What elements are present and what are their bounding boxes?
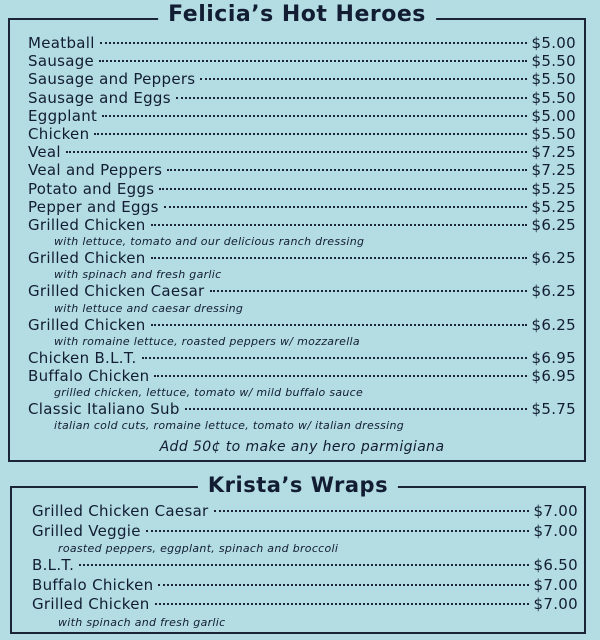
heroes-title: Felicia’s Hot Heroes — [158, 0, 436, 30]
menu-item-description: italian cold cuts, romaine lettuce, tomato w/ italian dressing — [54, 419, 405, 433]
menu-item-name: Buffalo Chicken — [32, 575, 154, 594]
menu-item — [28, 400, 576, 418]
dot-leader — [154, 375, 526, 377]
menu-item-price: $7.00 — [533, 595, 578, 613]
menu-item-price: $6.95 — [531, 348, 576, 367]
menu-item-description: grilled chicken, lettuce, tomato w/ mild buffalo sauce — [54, 386, 364, 400]
menu-item — [28, 52, 576, 70]
menu-item-name: Grilled Chicken — [28, 249, 146, 268]
dot-leader — [142, 357, 527, 359]
dot-leader — [214, 510, 529, 512]
menu-item — [28, 349, 576, 367]
menu-item-name: Chicken B.L.T. — [28, 348, 137, 367]
menu-item-name: B.L.T. — [32, 556, 75, 574]
menu-item-price: $7.25 — [531, 161, 576, 180]
menu-item-name: Grilled Veggie — [32, 521, 141, 540]
dot-leader — [66, 151, 527, 153]
menu-item-name: Sausage — [28, 52, 95, 71]
menu-item-price: $7.00 — [533, 502, 578, 520]
menu-item-name: Veal — [28, 143, 61, 162]
menu-item-price: $7.25 — [531, 143, 576, 162]
menu-item-price: $6.25 — [531, 282, 576, 301]
menu-item — [28, 216, 576, 234]
menu-item — [32, 576, 578, 596]
menu-item-description: with lettuce, tomato and our delicious ranch dressing — [54, 235, 365, 249]
menu-item — [28, 198, 576, 216]
menu-item-name: Buffalo Chicken — [28, 367, 150, 386]
dot-leader — [210, 290, 527, 292]
menu-item — [32, 522, 578, 542]
menu-item-price: $5.25 — [531, 197, 576, 216]
menu-item-name: Grilled Chicken — [28, 216, 146, 235]
menu-item — [28, 34, 576, 52]
menu-item-name: Grilled Chicken Caesar — [28, 282, 205, 301]
wraps-title: Krista’s Wraps — [198, 470, 398, 500]
menu-item-description: with lettuce and caesar dressing — [54, 301, 244, 315]
menu-item-name: Grilled Chicken Caesar — [32, 502, 209, 520]
menu-item — [28, 89, 576, 107]
menu-item-description: with spinach and fresh garlic — [58, 615, 226, 629]
menu-item-price: $6.25 — [531, 249, 576, 268]
menu-item-name: Grilled Chicken — [28, 315, 146, 334]
menu-item-name: Pepper and Eggs — [28, 197, 159, 216]
menu-item-name: Veal and Peppers — [28, 161, 163, 180]
dot-leader — [200, 78, 526, 80]
dot-leader — [158, 584, 528, 586]
menu-item-price: $5.50 — [531, 70, 576, 89]
menu-item-description: with spinach and fresh garlic — [54, 268, 222, 282]
menu-item — [28, 316, 576, 334]
menu-item-name: Meatball — [28, 34, 95, 52]
menu-item — [28, 180, 576, 198]
menu-item — [28, 282, 576, 300]
menu-item-name: Classic Italiano Sub — [28, 400, 180, 419]
dot-leader — [99, 60, 526, 62]
menu-item-name: Sausage and Eggs — [28, 88, 171, 107]
menu-item — [28, 161, 576, 179]
menu-item — [28, 125, 576, 143]
menu-item-price: $5.00 — [531, 34, 576, 52]
menu-item-price: $7.00 — [533, 575, 578, 594]
menu-item-price: $5.75 — [531, 400, 576, 419]
dot-leader — [151, 257, 527, 259]
heroes-section — [8, 2, 586, 462]
menu-item-name: Eggplant — [28, 106, 98, 125]
parmigiana-note: Add 50¢ to make any hero parmigiana — [159, 439, 445, 456]
dot-leader — [94, 133, 526, 135]
dot-leader — [151, 324, 527, 326]
menu-item-price: $5.50 — [531, 52, 576, 71]
menu-item — [32, 502, 578, 522]
dot-leader — [167, 169, 526, 171]
menu-item-price: $7.00 — [533, 521, 578, 540]
menu-item-name: Sausage and Peppers — [28, 70, 196, 89]
menu-item-price: $5.25 — [531, 179, 576, 198]
menu-item-price: $5.50 — [531, 88, 576, 107]
dot-leader — [159, 188, 526, 190]
dot-leader — [164, 206, 527, 208]
wraps-section — [10, 473, 586, 634]
menu-item — [28, 249, 576, 267]
menu-item — [28, 367, 576, 385]
dot-leader — [100, 42, 527, 44]
menu-item-price: $5.00 — [531, 106, 576, 125]
menu-item-price: $6.95 — [531, 367, 576, 386]
menu-item-price: $6.25 — [531, 216, 576, 235]
menu-item-name: Chicken — [28, 125, 90, 144]
menu-item-price: $6.25 — [531, 315, 576, 334]
menu-item — [28, 143, 576, 161]
dot-leader — [155, 603, 529, 605]
menu-item — [28, 70, 576, 88]
menu-item-description: roasted peppers, eggplant, spinach and broccoli — [58, 542, 339, 555]
menu-item-name: Potato and Eggs — [28, 179, 155, 198]
dot-leader — [79, 564, 528, 566]
menu-item — [32, 556, 578, 576]
dot-leader — [185, 408, 527, 410]
menu-item-price: $5.50 — [531, 125, 576, 144]
wraps-list — [32, 502, 578, 630]
dot-leader — [151, 224, 527, 226]
dot-leader — [146, 530, 529, 532]
dot-leader — [102, 115, 526, 117]
menu-item — [28, 107, 576, 125]
menu-item — [32, 595, 578, 615]
dot-leader — [176, 97, 527, 99]
heroes-list — [28, 34, 576, 459]
menu-item-description: with romaine lettuce, roasted peppers w/ mozzarella — [54, 334, 360, 348]
menu-item-price: $6.50 — [533, 556, 578, 574]
menu-item-name: Grilled Chicken — [32, 595, 150, 613]
